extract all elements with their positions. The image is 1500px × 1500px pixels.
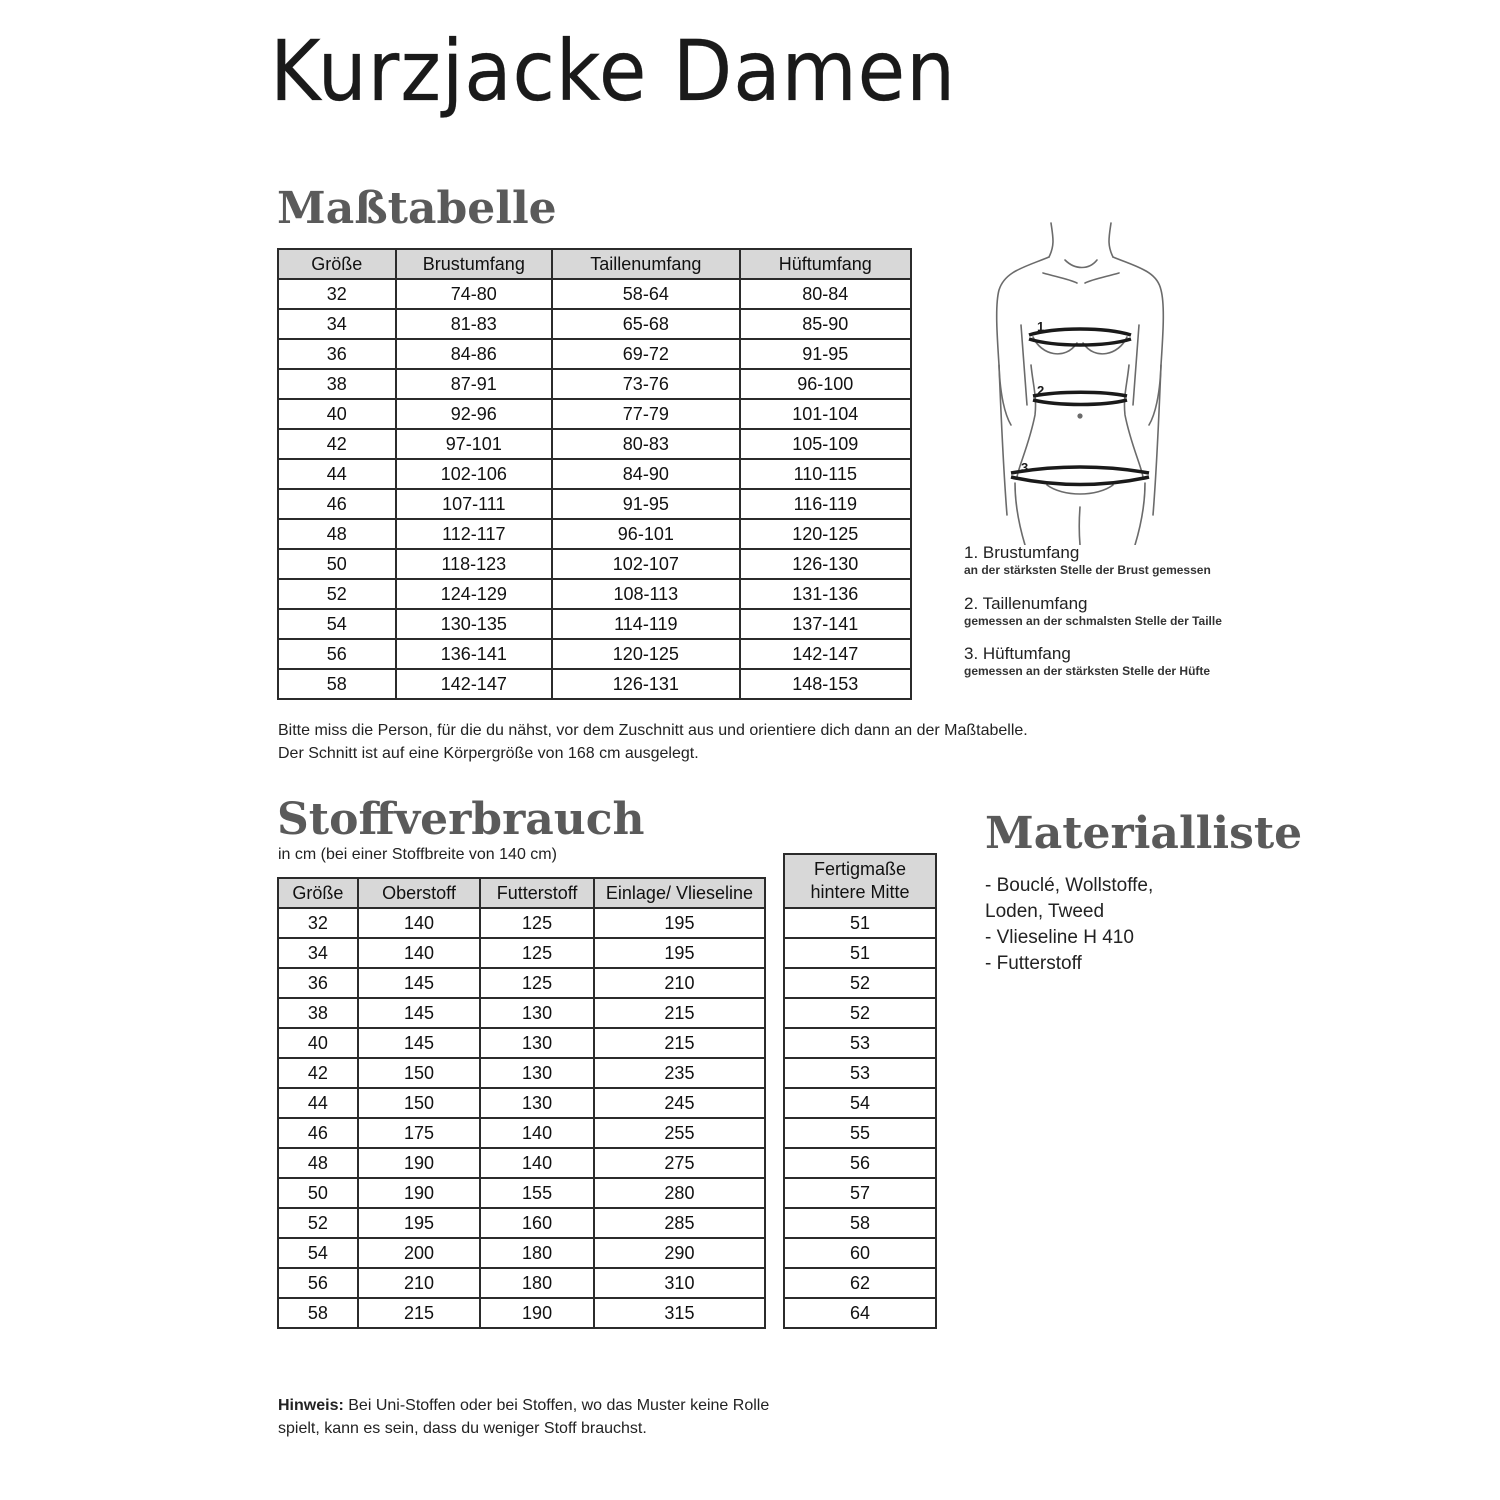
table-row	[278, 1148, 765, 1178]
table-row	[278, 998, 765, 1028]
table-cell-bust: 130-135	[396, 609, 553, 639]
table-row	[278, 519, 911, 549]
table-cell-interfacing: 275	[594, 1148, 765, 1178]
table-cell-lining: 130	[480, 998, 594, 1028]
legend-sub: gemessen an der stärksten Stelle der Hüfte	[964, 664, 1211, 678]
table-row	[278, 579, 911, 609]
table-cell-finished: 54	[784, 1088, 936, 1118]
table-cell-waist: 114-119	[552, 609, 739, 639]
table-cell-size: 38	[278, 369, 396, 399]
hint-text: Bei Uni-Stoffen oder bei Stoffen, wo das Muster keine Rolle	[343, 1397, 770, 1414]
table-cell-hip: 131-136	[740, 579, 911, 609]
table-cell-hip: 110-115	[740, 459, 911, 489]
table-cell-finished: 52	[784, 968, 936, 998]
table-row	[784, 1028, 936, 1058]
table-cell-waist: 120-125	[552, 639, 739, 669]
table-row	[278, 968, 765, 998]
table-cell-interfacing: 195	[594, 908, 765, 938]
legend-item-hip	[964, 644, 1222, 678]
table-row	[784, 1088, 936, 1118]
table-cell-finished: 53	[784, 1028, 936, 1058]
measurement-table-body	[278, 279, 911, 699]
table-row	[784, 1118, 936, 1148]
table-cell-bust: 74-80	[396, 279, 553, 309]
table-cell-waist: 91-95	[552, 489, 739, 519]
table-row	[278, 1208, 765, 1238]
table-cell-bust: 97-101	[396, 429, 553, 459]
table-cell-size: 36	[278, 339, 396, 369]
fabric-heading: Stoffverbrauch	[277, 794, 645, 845]
table-cell-lining: 125	[480, 938, 594, 968]
table-row	[278, 669, 911, 699]
fabric-table	[277, 877, 766, 1329]
legend-sub: gemessen an der schmalsten Stelle der Taille	[964, 614, 1222, 628]
table-cell-lining: 180	[480, 1268, 594, 1298]
table-cell-finished: 56	[784, 1148, 936, 1178]
table-cell-size: 54	[278, 609, 396, 639]
table-cell-hip: 101-104	[740, 399, 911, 429]
table-cell-lining: 180	[480, 1238, 594, 1268]
table-cell-size: 58	[278, 1298, 358, 1328]
legend-title: 1. Brustumfang	[964, 543, 1080, 562]
table-cell-lining: 155	[480, 1178, 594, 1208]
table-row	[784, 1148, 936, 1178]
table-cell-lining: 140	[480, 1148, 594, 1178]
table-cell-outer-fabric: 215	[358, 1298, 481, 1328]
table-cell-outer-fabric: 145	[358, 998, 481, 1028]
table-cell-finished: 57	[784, 1178, 936, 1208]
finished-header-row	[784, 854, 936, 908]
table-cell-hip: 148-153	[740, 669, 911, 699]
table-row	[784, 1058, 936, 1088]
column-header-finished	[784, 854, 936, 908]
table-cell-hip: 85-90	[740, 309, 911, 339]
table-cell-size: 44	[278, 459, 396, 489]
marker-3: 3	[1021, 460, 1029, 475]
table-cell-finished: 55	[784, 1118, 936, 1148]
table-row	[784, 968, 936, 998]
table-cell-bust: 118-123	[396, 549, 553, 579]
materials-heading: Materialliste	[985, 808, 1303, 859]
table-row	[278, 1058, 765, 1088]
body-measurement-figure	[985, 215, 1185, 545]
table-row	[784, 1268, 936, 1298]
legend-sub: an der stärksten Stelle der Brust gemessen	[964, 563, 1211, 577]
finished-header-line: Fertigmaße	[813, 859, 907, 879]
table-cell-hip: 142-147	[740, 639, 911, 669]
material-item: - Bouclé, Wollstoffe,	[985, 875, 1154, 896]
table-cell-lining: 140	[480, 1118, 594, 1148]
table-cell-bust: 124-129	[396, 579, 553, 609]
table-row	[278, 1118, 765, 1148]
table-cell-size: 44	[278, 1088, 358, 1118]
materials-list	[985, 873, 1153, 977]
table-cell-hip: 96-100	[740, 369, 911, 399]
table-cell-waist: 65-68	[552, 309, 739, 339]
table-cell-waist: 80-83	[552, 429, 739, 459]
table-row	[278, 1028, 765, 1058]
table-cell-hip: 126-130	[740, 549, 911, 579]
table-cell-size: 42	[278, 429, 396, 459]
table-row	[278, 339, 911, 369]
table-row	[278, 1178, 765, 1208]
table-cell-waist: 69-72	[552, 339, 739, 369]
column-header-interfacing: Einlage/ Vlieseline	[594, 878, 765, 908]
hint-label: Hinweis:	[278, 1397, 344, 1414]
table-cell-waist: 58-64	[552, 279, 739, 309]
table-row	[278, 369, 911, 399]
column-header-waist: Taillenumfang	[552, 249, 739, 279]
finished-header-line: hintere Mitte	[810, 882, 910, 902]
table-cell-interfacing: 195	[594, 938, 765, 968]
table-cell-bust: 142-147	[396, 669, 553, 699]
table-cell-hip: 80-84	[740, 279, 911, 309]
table-cell-hip: 105-109	[740, 429, 911, 459]
table-row	[278, 279, 911, 309]
table-cell-waist: 77-79	[552, 399, 739, 429]
note-line: Bitte miss die Person, für die du nähst, vor dem Zuschnitt aus und orientiere dich dann an der Maßtabelle.	[278, 722, 1028, 739]
column-header-size: Größe	[278, 878, 358, 908]
table-cell-finished: 53	[784, 1058, 936, 1088]
table-row	[784, 908, 936, 938]
table-cell-size: 52	[278, 579, 396, 609]
table-row	[784, 998, 936, 1028]
material-item: - Futterstoff	[985, 953, 1082, 974]
table-cell-interfacing: 210	[594, 968, 765, 998]
table-cell-finished: 60	[784, 1238, 936, 1268]
table-cell-lining: 190	[480, 1298, 594, 1328]
table-cell-bust: 102-106	[396, 459, 553, 489]
table-cell-lining: 160	[480, 1208, 594, 1238]
table-cell-outer-fabric: 140	[358, 908, 481, 938]
marker-1: 1	[1037, 319, 1045, 334]
table-cell-outer-fabric: 145	[358, 968, 481, 998]
table-cell-size: 48	[278, 519, 396, 549]
table-row	[278, 908, 765, 938]
finished-table-body	[784, 908, 936, 1328]
table-cell-interfacing: 255	[594, 1118, 765, 1148]
page-title: Kurzjacke Damen	[270, 22, 957, 120]
table-cell-finished: 51	[784, 938, 936, 968]
column-header-size: Größe	[278, 249, 396, 279]
measurement-table	[277, 248, 912, 700]
table-cell-lining: 130	[480, 1088, 594, 1118]
table-cell-outer-fabric: 145	[358, 1028, 481, 1058]
table-cell-size: 34	[278, 309, 396, 339]
table-cell-bust: 112-117	[396, 519, 553, 549]
table-row	[278, 1268, 765, 1298]
table-row	[278, 459, 911, 489]
table-cell-size: 52	[278, 1208, 358, 1238]
column-header-lining: Futterstoff	[480, 878, 594, 908]
table-cell-waist: 108-113	[552, 579, 739, 609]
legend-item-bust	[964, 543, 1222, 577]
hint-text: spielt, kann es sein, dass du weniger Stoff brauchst.	[278, 1420, 647, 1437]
table-cell-waist: 126-131	[552, 669, 739, 699]
table-cell-size: 56	[278, 1268, 358, 1298]
table-cell-size: 46	[278, 1118, 358, 1148]
measurement-heading: Maßtabelle	[277, 183, 557, 234]
table-cell-lining: 130	[480, 1028, 594, 1058]
table-row	[278, 639, 911, 669]
table-cell-size: 54	[278, 1238, 358, 1268]
marker-2: 2	[1037, 383, 1045, 398]
finished-measurements-table	[783, 853, 937, 1329]
table-cell-size: 50	[278, 549, 396, 579]
table-row	[278, 429, 911, 459]
table-cell-interfacing: 290	[594, 1238, 765, 1268]
table-cell-interfacing: 245	[594, 1088, 765, 1118]
table-row	[784, 1238, 936, 1268]
legend-title: 2. Taillenumfang	[964, 594, 1088, 613]
table-cell-bust: 92-96	[396, 399, 553, 429]
table-cell-finished: 51	[784, 908, 936, 938]
fabric-table-body	[278, 908, 765, 1328]
column-header-hip: Hüftumfang	[740, 249, 911, 279]
table-row	[278, 1238, 765, 1268]
table-row	[784, 1298, 936, 1328]
table-row	[278, 609, 911, 639]
table-cell-lining: 125	[480, 968, 594, 998]
legend-title: 3. Hüftumfang	[964, 644, 1071, 663]
table-cell-size: 50	[278, 1178, 358, 1208]
table-cell-interfacing: 215	[594, 998, 765, 1028]
table-cell-size: 32	[278, 279, 396, 309]
table-cell-bust: 107-111	[396, 489, 553, 519]
table-cell-bust: 136-141	[396, 639, 553, 669]
table-cell-lining: 125	[480, 908, 594, 938]
table-cell-interfacing: 215	[594, 1028, 765, 1058]
table-cell-outer-fabric: 210	[358, 1268, 481, 1298]
table-cell-finished: 52	[784, 998, 936, 1028]
material-item: - Vlieseline H 410	[985, 927, 1134, 948]
table-cell-hip: 120-125	[740, 519, 911, 549]
table-cell-waist: 102-107	[552, 549, 739, 579]
table-cell-waist: 96-101	[552, 519, 739, 549]
measurement-note	[278, 719, 1028, 765]
table-cell-outer-fabric: 150	[358, 1088, 481, 1118]
measurement-header-row	[278, 249, 911, 279]
legend-item-waist	[964, 594, 1222, 628]
measurement-legend	[964, 543, 1222, 678]
table-cell-size: 36	[278, 968, 358, 998]
table-cell-bust: 87-91	[396, 369, 553, 399]
table-cell-interfacing: 235	[594, 1058, 765, 1088]
table-row	[278, 938, 765, 968]
column-header-bust: Brustumfang	[396, 249, 553, 279]
table-row	[278, 489, 911, 519]
table-cell-bust: 84-86	[396, 339, 553, 369]
table-cell-interfacing: 310	[594, 1268, 765, 1298]
table-row	[784, 1178, 936, 1208]
table-cell-outer-fabric: 140	[358, 938, 481, 968]
table-cell-size: 46	[278, 489, 396, 519]
material-item: Loden, Tweed	[985, 901, 1105, 922]
column-header-outer-fabric: Oberstoff	[358, 878, 481, 908]
table-cell-size: 40	[278, 1028, 358, 1058]
table-row	[278, 1298, 765, 1328]
table-cell-lining: 130	[480, 1058, 594, 1088]
note-line: Der Schnitt ist auf eine Körpergröße von 168 cm ausgelegt.	[278, 745, 699, 762]
table-cell-hip: 91-95	[740, 339, 911, 369]
table-row	[784, 1208, 936, 1238]
table-cell-size: 34	[278, 938, 358, 968]
table-cell-size: 40	[278, 399, 396, 429]
table-cell-outer-fabric: 190	[358, 1148, 481, 1178]
table-row	[278, 399, 911, 429]
table-cell-outer-fabric: 175	[358, 1118, 481, 1148]
table-cell-outer-fabric: 195	[358, 1208, 481, 1238]
table-row	[278, 309, 911, 339]
table-row	[278, 1088, 765, 1118]
fabric-subheading: in cm (bei einer Stoffbreite von 140 cm)	[278, 846, 557, 863]
table-cell-interfacing: 285	[594, 1208, 765, 1238]
table-cell-size: 48	[278, 1148, 358, 1178]
hint-note	[278, 1394, 769, 1440]
table-cell-size: 38	[278, 998, 358, 1028]
table-cell-finished: 64	[784, 1298, 936, 1328]
table-cell-size: 32	[278, 908, 358, 938]
table-cell-outer-fabric: 150	[358, 1058, 481, 1088]
table-cell-waist: 84-90	[552, 459, 739, 489]
table-cell-finished: 62	[784, 1268, 936, 1298]
table-cell-size: 58	[278, 669, 396, 699]
table-cell-bust: 81-83	[396, 309, 553, 339]
table-cell-interfacing: 315	[594, 1298, 765, 1328]
table-row	[784, 938, 936, 968]
table-cell-size: 56	[278, 639, 396, 669]
table-cell-outer-fabric: 190	[358, 1178, 481, 1208]
table-cell-interfacing: 280	[594, 1178, 765, 1208]
table-cell-waist: 73-76	[552, 369, 739, 399]
fabric-header-row	[278, 878, 765, 908]
table-cell-hip: 116-119	[740, 489, 911, 519]
table-cell-hip: 137-141	[740, 609, 911, 639]
table-row	[278, 549, 911, 579]
table-cell-finished: 58	[784, 1208, 936, 1238]
table-cell-outer-fabric: 200	[358, 1238, 481, 1268]
table-cell-size: 42	[278, 1058, 358, 1088]
